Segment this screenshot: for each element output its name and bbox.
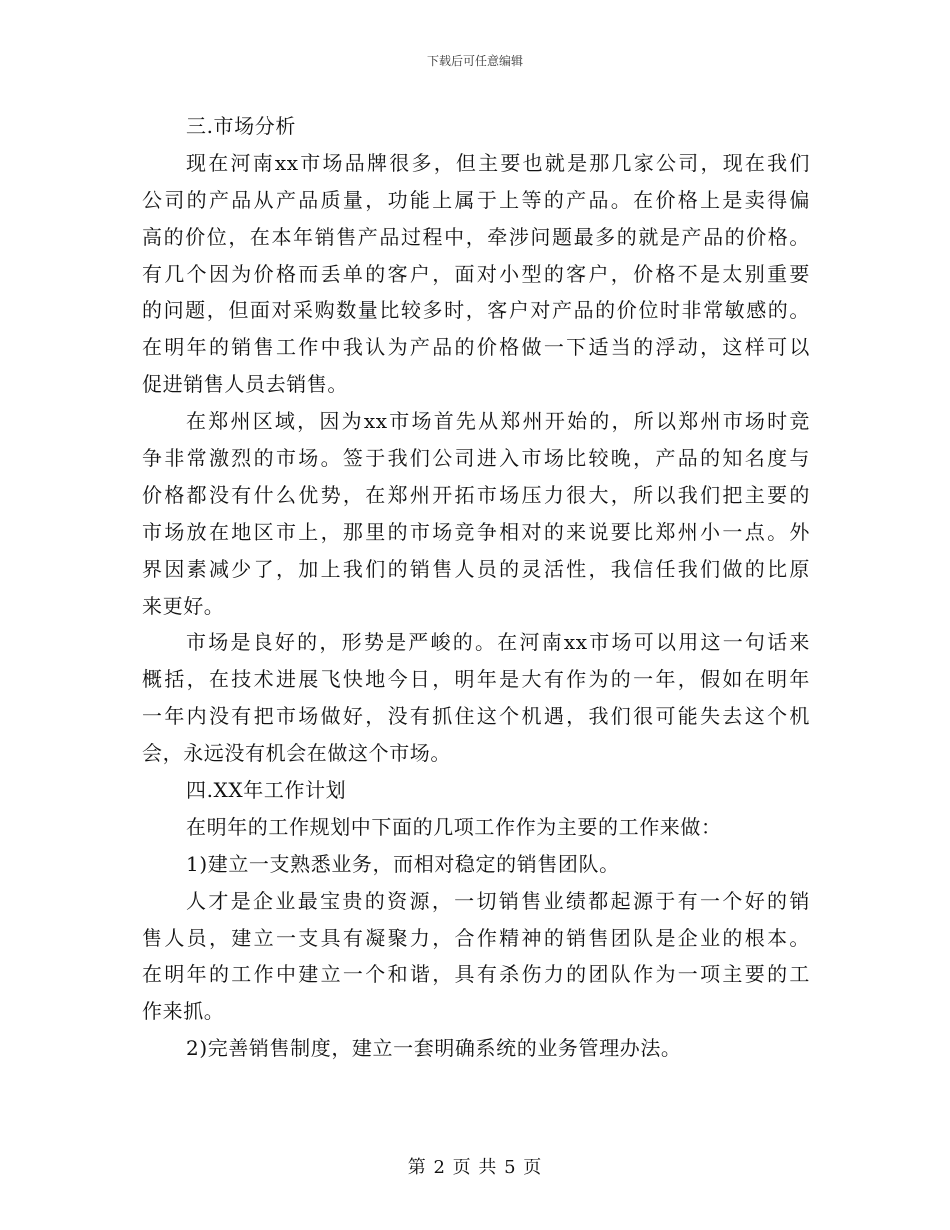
paragraph-line: 在明年的工作规划中下面的几项工作作为主要的工作来做：	[186, 814, 722, 839]
paragraph-line: 促进销售人员去销售。	[142, 372, 348, 397]
paragraph-line: 会，永远没有机会在做这个市场。	[142, 741, 451, 766]
paragraph-line: 在郑州区域，因为xx市场首先从郑州开始的，所以郑州市场时竞	[186, 409, 810, 434]
paragraph-line: 概括，在技术进展飞快地今日，明年是大有作为的一年，假如在明年	[142, 667, 810, 692]
download-note: 下载后可任意编辑	[426, 54, 523, 68]
paragraph-line: 价格都没有什么优势，在郑州开拓市场压力很大，所以我们把主要的	[142, 482, 810, 507]
list-item-1: 1)建立一支熟悉业务，而相对稳定的销售团队。	[186, 851, 620, 876]
paragraph-line: 售人员，建立一支具有凝聚力，合作精神的销售团队是企业的根本。	[142, 925, 810, 950]
paragraph-line: 人才是企业最宝贵的资源，一切销售业绩都起源于有一个好的销	[186, 888, 810, 913]
paragraph-line: 高的价位，在本年销售产品过程中，牵涉问题最多的就是产品的价格。	[142, 224, 810, 249]
paragraph-line: 的问题，但面对采购数量比较多时，客户对产品的价位时非常敏感的。	[142, 298, 810, 323]
paragraph-line: 作来抓。	[142, 999, 225, 1024]
paragraph-line: 来更好。	[142, 593, 225, 618]
paragraph-line: 有几个因为价格而丢单的客户，面对小型的客户，价格不是太别重要	[142, 261, 810, 286]
section-heading-work-plan: 四.XX年工作计划	[186, 778, 347, 803]
paragraph-line: 公司的产品从产品质量，功能上属于上等的产品。在价格上是卖得偏	[142, 187, 810, 212]
list-item-2: 2)完善销售制度，建立一套明确系统的业务管理办法。	[186, 1036, 682, 1061]
paragraph-line: 争非常激烈的市场。签于我们公司进入市场比较晚，产品的知名度与	[142, 446, 810, 471]
paragraph-line: 现在河南xx市场品牌很多，但主要也就是那几家公司，现在我们	[186, 150, 810, 175]
page-number: 第 2 页 共 5 页	[407, 1157, 543, 1178]
paragraph-line: 界因素减少了，加上我们的销售人员的灵活性，我信任我们做的比原	[142, 556, 810, 581]
paragraph-line: 市场是良好的，形势是严峻的。在河南xx市场可以用这一句话来	[186, 630, 810, 655]
document-body	[142, 108, 810, 1067]
section-heading-market-analysis: 三.市场分析	[186, 114, 296, 138]
paragraph-line: 在明年的销售工作中我认为产品的价格做一下适当的浮动，这样可以	[142, 335, 810, 360]
paragraph-line: 一年内没有把市场做好，没有抓住这个机遇，我们很可能失去这个机	[142, 704, 810, 729]
paragraph-line: 在明年的工作中建立一个和谐，具有杀伤力的团队作为一项主要的工	[142, 962, 810, 987]
paragraph-line: 市场放在地区市上，那里的市场竞争相对的来说要比郑州小一点。外	[142, 519, 810, 544]
